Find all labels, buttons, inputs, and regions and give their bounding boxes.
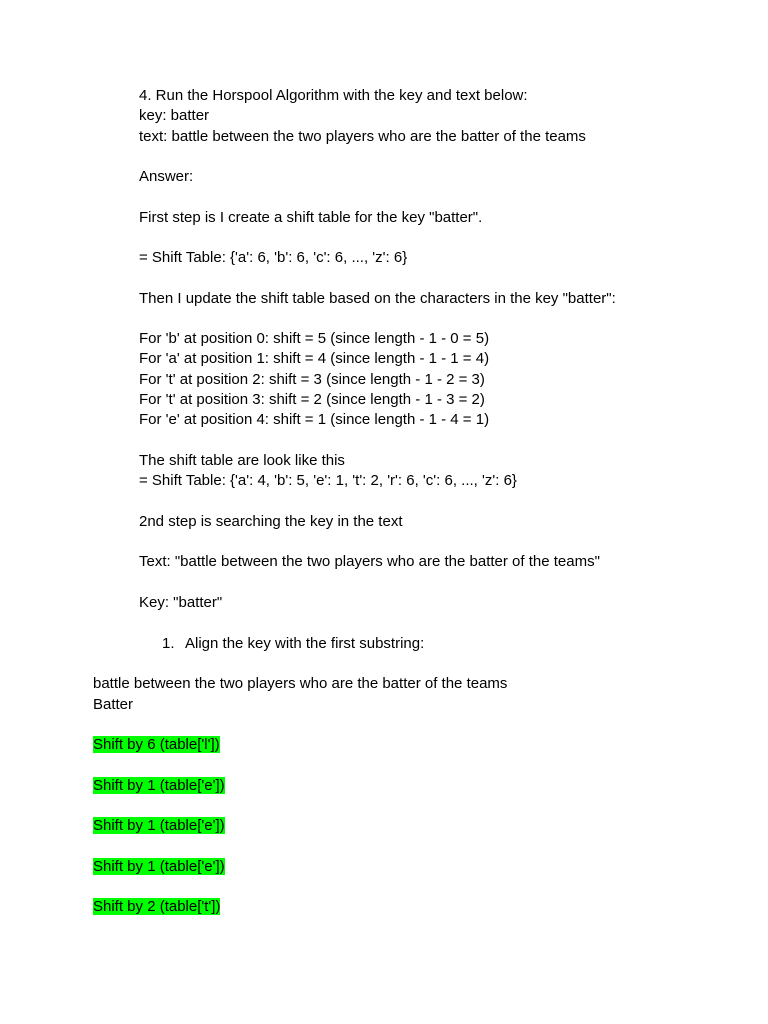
final-shift-table: = Shift Table: {'a': 4, 'b': 5, 'e': 1, 't': 2, 'r': 6, 'c': 6, ..., 'z': 6} — [139, 472, 517, 489]
step2-intro: 2nd step is searching the key in the text — [139, 513, 403, 530]
search-text: battle between the two players who are the batter of the teams — [93, 675, 508, 692]
shift-highlight: Shift by 1 (table['e']) — [93, 817, 225, 834]
shift-highlight: Shift by 1 (table['e']) — [93, 777, 225, 794]
question-key: key: batter — [139, 107, 210, 124]
shift-step — [93, 897, 220, 917]
shift-highlight: Shift by 2 (table['t']) — [93, 898, 221, 915]
update-line: For 't' at position 2: shift = 3 (since length - 1 - 2 = 3) — [139, 371, 485, 388]
update-intro: Then I update the shift table based on the characters in the key "batter": — [139, 290, 616, 307]
question-text: text: battle between the two players who are the batter of the teams — [139, 128, 586, 145]
shift-step — [93, 816, 225, 836]
question-title: 4. Run the Horspool Algorithm with the key and text below: — [139, 87, 528, 104]
shift-step — [93, 857, 225, 877]
initial-shift-table: = Shift Table: {'a': 6, 'b': 6, 'c': 6, ..., 'z': 6} — [139, 249, 408, 266]
update-line: For 'b' at position 0: shift = 5 (since length - 1 - 0 = 5) — [139, 330, 490, 347]
shift-highlight: Shift by 6 (table['l']) — [93, 736, 220, 753]
list-number: 1. — [162, 635, 175, 652]
list-item-text: Align the key with the first substring: — [185, 635, 425, 652]
key-quote: Key: "batter" — [139, 594, 223, 611]
shift-highlight: Shift by 1 (table['e']) — [93, 858, 225, 875]
text-quote: Text: "battle between the two players who are the batter of the teams" — [139, 553, 600, 570]
shift-step — [93, 735, 220, 755]
update-line: For 'e' at position 4: shift = 1 (since length - 1 - 4 = 1) — [139, 411, 490, 428]
update-line: For 'a' at position 1: shift = 4 (since length - 1 - 1 = 4) — [139, 350, 490, 367]
update-line: For 't' at position 3: shift = 2 (since length - 1 - 3 = 2) — [139, 391, 485, 408]
search-key: Batter — [93, 696, 134, 713]
shift-step — [93, 776, 225, 796]
answer-label: Answer: — [139, 168, 194, 185]
step1-intro: First step is I create a shift table for the key "batter". — [139, 209, 483, 226]
table-intro: The shift table are look like this — [139, 452, 345, 469]
